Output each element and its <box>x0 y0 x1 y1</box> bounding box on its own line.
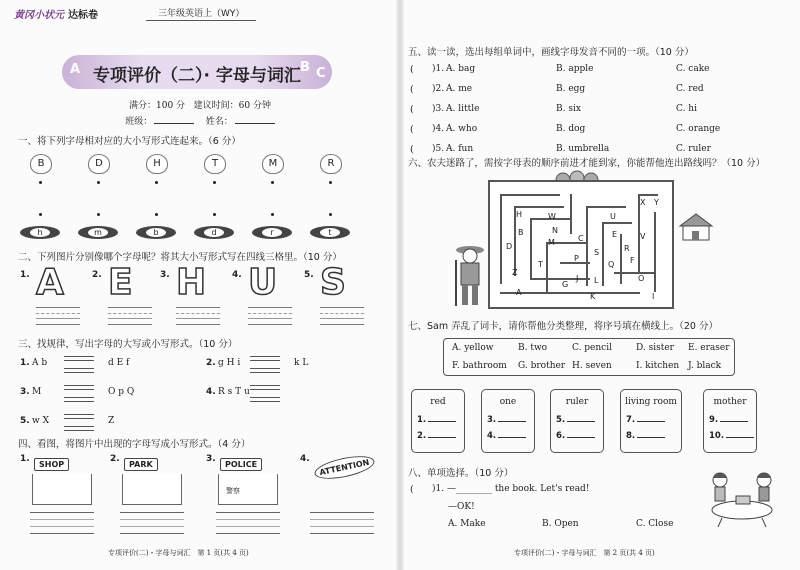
q4-heading: 四、看图，将图片中出现的字母写成小写形式。（4 分） <box>18 439 251 450</box>
building-sketch <box>32 474 92 505</box>
category-card <box>411 389 465 453</box>
item-number: 4. <box>232 270 242 280</box>
answer-line[interactable] <box>250 356 280 361</box>
farmer-illustration <box>450 240 490 310</box>
item-number: 2. <box>206 358 216 368</box>
writing-line[interactable] <box>30 519 94 520</box>
maze-wall <box>570 194 572 234</box>
maze-letter: I <box>652 292 655 301</box>
letter-picture: H <box>176 262 206 303</box>
q7-heading: 七、Sam 弄乱了词卡，请你帮他分类整理，将序号填在横线上。（20 分） <box>408 321 718 332</box>
word-bank-item: D. sister <box>636 343 674 353</box>
maze-letter: S <box>594 248 600 257</box>
q5-number: )3. <box>432 104 445 114</box>
item-number: 4. <box>206 387 216 397</box>
card-answer-row[interactable] <box>626 431 681 441</box>
pattern-part-a: g H i <box>218 358 241 368</box>
answer-line[interactable] <box>64 356 94 361</box>
answer-blank[interactable] <box>498 421 526 422</box>
card-answer-row[interactable] <box>487 415 534 425</box>
pattern-part-a: R s T u <box>218 387 250 397</box>
q8-reply: —OK! <box>448 502 475 512</box>
maze-letter: M <box>548 238 555 247</box>
item-number: 5. <box>20 416 30 426</box>
q8-stem: )1. —________ the book. Let's read! <box>432 484 590 494</box>
maze-wall <box>638 194 658 196</box>
card-title: one <box>499 397 517 407</box>
maze-letter: J <box>576 274 579 283</box>
card-answer-row[interactable] <box>556 431 603 441</box>
match-dot[interactable] <box>271 181 274 184</box>
q5-number: )4. <box>432 124 445 134</box>
q5-heading: 五、读一读，选出每组单词中，画线字母发音不同的一项。（10 分） <box>408 47 694 58</box>
answer-number: 9. <box>709 415 719 425</box>
ring-letter: d <box>204 228 224 237</box>
writing-line[interactable] <box>216 526 280 527</box>
maze-letter: R <box>624 244 630 253</box>
q5-option-c[interactable]: C. ruler <box>676 144 711 154</box>
match-dot[interactable] <box>213 213 216 216</box>
word-bank-item: A. yellow <box>452 343 494 353</box>
q5-option-b[interactable]: B. six <box>556 104 581 114</box>
letter-peach: B <box>30 154 52 174</box>
q5-number: )2. <box>432 84 445 94</box>
item-number: 2. <box>110 454 120 464</box>
q5-option-c[interactable]: C. cake <box>676 64 710 74</box>
answer-blank[interactable] <box>428 421 456 422</box>
maze-letter: P <box>574 254 579 263</box>
house-icon <box>676 212 716 242</box>
card-title: living room <box>625 397 677 407</box>
right-footer: 专项评价(二)・字母与词汇 第 2 页(共 4 页) <box>514 549 655 557</box>
writing-line[interactable] <box>120 512 184 513</box>
maze-letter: T <box>538 260 543 269</box>
maze-letter: H <box>516 210 523 219</box>
answer-line[interactable] <box>64 426 94 431</box>
letter-peach: T <box>204 154 226 174</box>
maze-letter: K <box>590 292 596 301</box>
match-dot[interactable] <box>39 213 42 216</box>
q5-option-b[interactable]: B. umbrella <box>556 144 610 154</box>
ring-letter: h <box>30 228 50 237</box>
match-dot[interactable] <box>329 213 332 216</box>
letter-picture: A <box>36 262 63 303</box>
card-title: mother <box>713 397 747 407</box>
q5-option-a[interactable]: A. little <box>446 104 480 114</box>
item-number: 3. <box>206 454 216 464</box>
letter-ring <box>310 226 350 239</box>
answer-number: 4. <box>487 431 497 441</box>
card-answer-row[interactable] <box>417 415 464 425</box>
writing-line[interactable] <box>120 526 184 527</box>
word-bank-item: C. pencil <box>572 343 612 353</box>
answer-blank[interactable] <box>498 437 526 438</box>
answer-blank[interactable] <box>637 437 665 438</box>
word-bank-item: J. black <box>688 361 722 371</box>
writing-line[interactable] <box>120 533 184 534</box>
letter-picture: S <box>320 262 345 303</box>
match-dot[interactable] <box>39 181 42 184</box>
pattern-part-a: w X <box>32 416 49 426</box>
writing-line[interactable] <box>310 512 374 513</box>
answer-blank[interactable] <box>428 437 456 438</box>
maze-letter: D <box>506 242 513 251</box>
q6-heading: 六、农夫迷路了，需按字母表的顺序前进才能到家，你能帮他连出路线吗？（10 分） <box>408 158 766 169</box>
q5-option-a[interactable]: A. bag <box>446 64 476 74</box>
maze-letter: Z <box>512 268 518 277</box>
answer-line[interactable] <box>64 368 94 373</box>
match-dot[interactable] <box>213 181 216 184</box>
maze-letter: N <box>552 226 558 235</box>
match-dot[interactable] <box>155 181 158 184</box>
word-bank-item: B. two <box>518 343 548 353</box>
match-dot[interactable] <box>97 181 100 184</box>
q5-option-b[interactable]: B. dog <box>556 124 586 134</box>
card-answer-row[interactable] <box>709 415 756 425</box>
q5-option-c[interactable]: C. red <box>676 84 704 94</box>
item-number: 4. <box>300 454 310 464</box>
maze-letter: W <box>548 212 556 221</box>
writing-line[interactable] <box>310 533 374 534</box>
maze-wall <box>530 218 532 278</box>
answer-number: 7. <box>626 415 636 425</box>
word-bank-item: E. eraser <box>688 343 730 353</box>
q3-heading: 三、找规律，写出字母的大写或小写形式。（10 分） <box>18 339 238 350</box>
card-answer-row[interactable] <box>417 431 464 441</box>
answer-number: 2. <box>417 431 427 441</box>
writing-line[interactable] <box>120 519 184 520</box>
maze-wall <box>602 222 604 286</box>
writing-line[interactable] <box>216 533 280 534</box>
card-answer-row[interactable] <box>709 431 756 441</box>
q5-option-a[interactable]: A. who <box>446 124 478 134</box>
category-card <box>550 389 604 453</box>
pattern-part-a: M <box>32 387 42 397</box>
left-footer: 专项评价(二)・字母与词汇 第 1 页(共 4 页) <box>108 549 249 557</box>
answer-line[interactable] <box>64 385 94 390</box>
category-card <box>620 389 682 453</box>
q5-option-c[interactable]: C. hi <box>676 104 697 114</box>
card-answer-row[interactable] <box>626 415 681 425</box>
answer-paren[interactable]: ( <box>410 84 414 95</box>
maze-wall <box>546 242 548 292</box>
word-bank-item: H. seven <box>572 361 612 371</box>
answer-line[interactable] <box>64 397 94 402</box>
q5-option-a[interactable]: A. fun <box>446 144 474 154</box>
category-card <box>703 389 757 453</box>
banner-letter-c: C <box>316 66 326 81</box>
q5-option-b[interactable]: B. egg <box>556 84 586 94</box>
answer-blank[interactable] <box>637 421 665 422</box>
q8-option[interactable]: A. Make <box>448 519 486 529</box>
writing-line[interactable] <box>30 526 94 527</box>
q8-paren: ( <box>410 484 414 495</box>
answer-line[interactable] <box>250 368 280 373</box>
pattern-part-a: A b <box>32 358 48 368</box>
writing-lines[interactable] <box>108 307 152 325</box>
answer-line[interactable] <box>64 414 94 419</box>
match-dot[interactable] <box>329 181 332 184</box>
maze-wall <box>654 212 656 292</box>
maze-wall <box>602 222 632 224</box>
letter-picture: E <box>108 262 132 303</box>
q1-heading: 一、将下列字母相对应的大小写形式连起来。（6 分） <box>18 136 241 147</box>
writing-line[interactable] <box>310 519 374 520</box>
item-number: 1. <box>20 270 30 280</box>
answer-number: 8. <box>626 431 636 441</box>
answer-number: 5. <box>556 415 566 425</box>
answer-line[interactable] <box>250 385 280 390</box>
maze-letter: Y <box>654 198 659 207</box>
word-bank-item: G. brother <box>518 361 566 371</box>
sign-chinese: 警察 <box>226 487 240 495</box>
maze-wall <box>500 194 502 284</box>
answer-blank[interactable] <box>720 421 748 422</box>
q5-option-b[interactable]: B. apple <box>556 64 594 74</box>
maze-letter: L <box>594 276 599 285</box>
pattern-part-b: d E f <box>108 358 130 368</box>
exam-meta: 满分：100 分 建议时间：60 分钟 <box>129 101 271 111</box>
item-number: 2. <box>92 270 102 280</box>
maze-wall <box>620 234 622 284</box>
maze-letter: V <box>640 232 646 241</box>
q2-heading: 二、下列图片分别像哪个字母呢？将其大小写形式写在四线三格里。（10 分） <box>18 252 342 263</box>
maze-letter: U <box>610 212 616 221</box>
q8-option[interactable]: C. Close <box>636 519 674 529</box>
sign-park: PARK <box>124 458 158 471</box>
card-answer-row[interactable] <box>487 431 534 441</box>
answer-paren[interactable]: ( <box>410 104 414 115</box>
letter-ring <box>78 226 118 239</box>
answer-line[interactable] <box>250 397 280 402</box>
item-number: 1. <box>20 454 30 464</box>
q8-heading: 八、单项选择。（10 分） <box>408 468 514 479</box>
writing-line[interactable] <box>216 512 280 513</box>
maze-wall <box>586 206 626 208</box>
sign-attention: ATTENTION <box>313 452 376 483</box>
pattern-part-b: Z <box>108 416 115 426</box>
writing-line[interactable] <box>30 533 94 534</box>
match-dot[interactable] <box>155 213 158 216</box>
item-number: 3. <box>20 387 30 397</box>
ring-letter: m <box>88 228 108 237</box>
word-bank-item: I. kitchen <box>636 361 680 371</box>
letter-picture: U <box>248 262 277 303</box>
letter-ring <box>20 226 60 239</box>
maze-letter: B <box>518 228 524 237</box>
answer-blank[interactable] <box>726 437 754 438</box>
answer-paren[interactable]: ( <box>410 124 414 135</box>
writing-lines[interactable] <box>176 307 220 325</box>
answer-number: 6. <box>556 431 566 441</box>
writing-line[interactable] <box>310 526 374 527</box>
building-sketch <box>122 474 182 505</box>
card-title: red <box>430 397 446 407</box>
student-info: 班级： 姓名： <box>0 114 400 127</box>
maze-letter: Q <box>608 260 615 269</box>
answer-paren[interactable]: ( <box>410 64 414 75</box>
writing-line[interactable] <box>216 519 280 520</box>
maze-letter: X <box>640 198 646 207</box>
sign-shop: SHOP <box>34 458 69 471</box>
letter-peach: R <box>320 154 342 174</box>
item-number: 5. <box>304 270 314 280</box>
kids-reading-illustration <box>706 466 778 528</box>
ring-letter: t <box>320 228 340 237</box>
maze-letter: A <box>516 288 522 297</box>
page-title: 专项评价（二）· 字母与词汇 <box>93 66 301 86</box>
q8-option[interactable]: B. Open <box>542 519 579 529</box>
writing-lines[interactable] <box>36 307 80 325</box>
maze-wall <box>614 272 654 274</box>
maze-letter: O <box>638 274 645 283</box>
q5-option-c[interactable]: C. orange <box>676 124 721 134</box>
writing-lines[interactable] <box>248 307 292 325</box>
card-title: ruler <box>565 397 589 407</box>
item-number: 1. <box>20 358 30 368</box>
q5-number: )1. <box>432 64 445 74</box>
category-card <box>481 389 535 453</box>
alphabet-maze[interactable] <box>488 180 674 309</box>
grade-label: 三年级英语上（WY） <box>146 6 256 21</box>
maze-letter: C <box>578 234 584 243</box>
card-answer-row[interactable] <box>556 415 603 425</box>
banner-letter-a: A <box>70 62 81 77</box>
maze-wall <box>530 278 590 280</box>
letter-peach: H <box>146 154 168 174</box>
answer-number: 1. <box>417 415 427 425</box>
pattern-part-b: k L <box>294 358 309 368</box>
maze-wall <box>500 194 560 196</box>
answer-blank[interactable] <box>567 437 595 438</box>
letter-ring <box>252 226 292 239</box>
q5-number: )5. <box>432 144 445 154</box>
writing-lines[interactable] <box>320 307 364 325</box>
word-bank-item: F. bathroom <box>452 361 507 371</box>
maze-wall <box>514 206 564 208</box>
match-dot[interactable] <box>97 213 100 216</box>
answer-blank[interactable] <box>567 421 595 422</box>
match-dot[interactable] <box>271 213 274 216</box>
item-number: 3. <box>160 270 170 280</box>
sign-police: POLICE <box>220 458 262 471</box>
ring-letter: r <box>262 228 282 237</box>
letter-ring <box>136 226 176 239</box>
answer-number: 10. <box>709 431 725 441</box>
brand-logo: 黄冈小状元 达标卷 <box>14 10 98 21</box>
writing-line[interactable] <box>30 512 94 513</box>
ring-letter: b <box>146 228 166 237</box>
q5-option-a[interactable]: A. me <box>446 84 473 94</box>
answer-number: 3. <box>487 415 497 425</box>
letter-peach: D <box>88 154 110 174</box>
maze-letter: E <box>612 230 618 239</box>
answer-paren[interactable]: ( <box>410 144 414 155</box>
letter-ring <box>194 226 234 239</box>
banner-letter-b: B <box>300 60 310 75</box>
maze-wall <box>586 206 588 286</box>
pattern-part-b: O p Q <box>108 387 135 397</box>
maze-letter: F <box>630 256 635 265</box>
maze-letter: G <box>562 280 569 289</box>
letter-peach: M <box>262 154 284 174</box>
